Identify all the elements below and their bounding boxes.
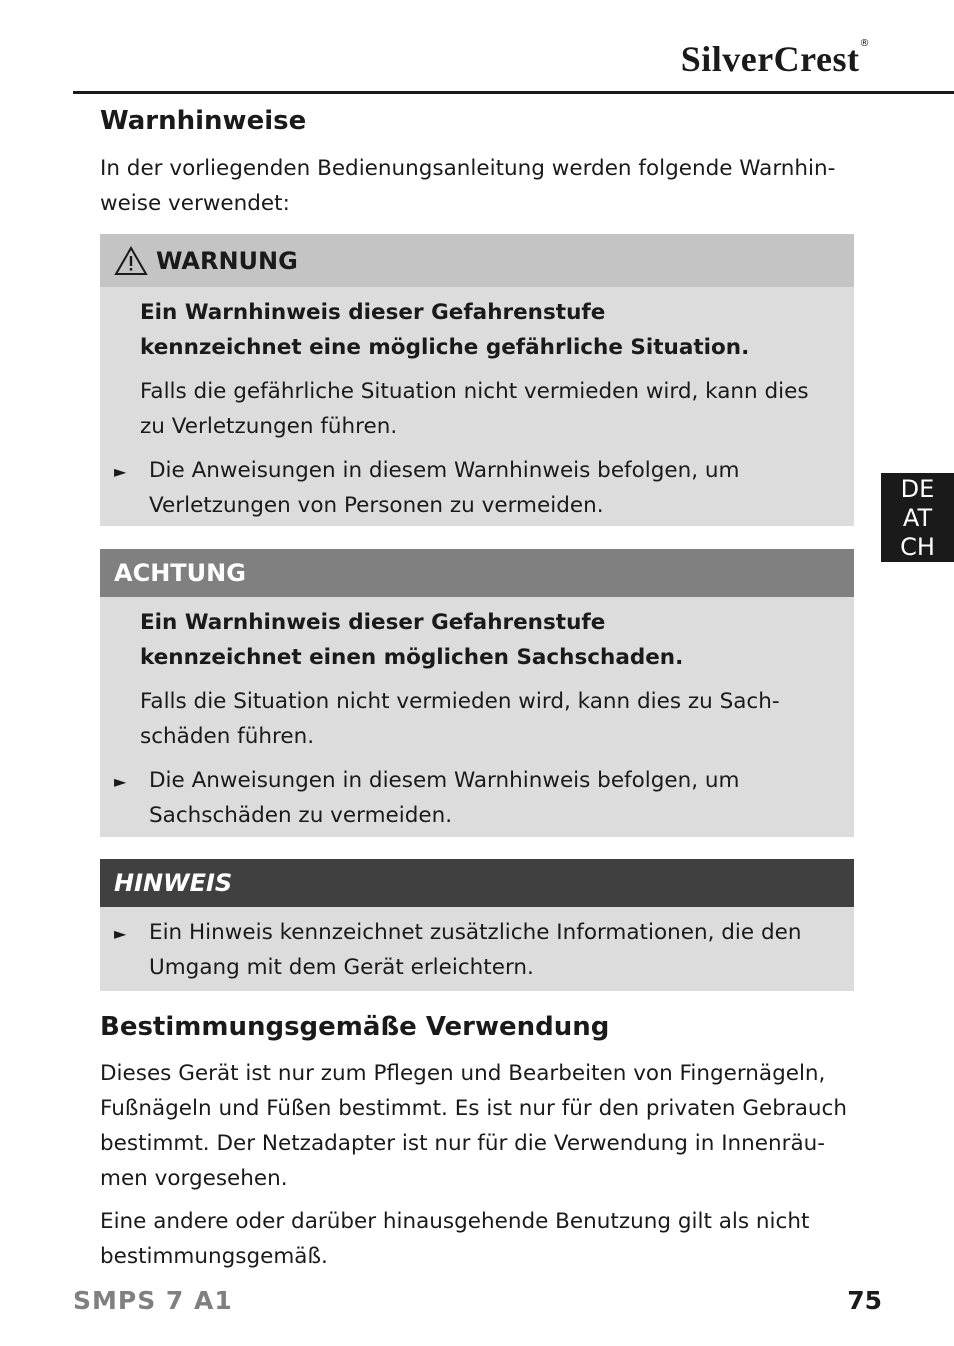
header-rule: [73, 91, 954, 94]
arrow-right-icon: ►: [114, 462, 127, 481]
verwendung-paragraph-1: Dieses Gerät ist nur zum Pflegen und Bearbeiten von Fingernägeln, Fußnägeln und Füßen bestimmt. Es ist nur für den privaten Gebrauch bestimmt. Der Netzadapter ist nur für die Verwendung in Innenräu- men vorgesehen.: [100, 1061, 848, 1191]
language-ch: CH: [900, 533, 935, 561]
page-number: 75: [847, 1286, 882, 1315]
arrow-right-icon: ►: [114, 924, 127, 943]
warnung-bold-text: Ein Warnhinweis dieser Gefahrenstufe kennzeichnet eine mögliche gefährliche Situation.: [140, 300, 750, 360]
achtung-box: [100, 549, 854, 837]
brand-logo: SilverCrest®: [680, 38, 870, 79]
warnung-box: [100, 234, 854, 526]
warnung-text: Falls die gefährliche Situation nicht vermieden wird, kann dies zu Verletzungen führen.: [140, 379, 809, 439]
hinweis-box: [100, 859, 854, 991]
section-title-bestimmungsgemaess: Bestimmungsgemäße Verwendung: [100, 1012, 610, 1042]
section-title-warnhinweise: Warnhinweise: [100, 106, 307, 136]
registered-mark: ®: [859, 38, 870, 49]
language-tab: [881, 473, 954, 562]
warning-triangle-icon: [114, 246, 148, 276]
hinweis-label: HINWEIS: [114, 869, 233, 897]
warnung-bullet-text: Die Anweisungen in diesem Warnhinweis befolgen, um Verletzungen von Personen zu vermeiden.: [149, 458, 740, 518]
warnung-header: [100, 234, 854, 287]
warnung-label: WARNUNG: [156, 246, 298, 275]
verwendung-paragraph-2: Eine andere oder darüber hinausgehende Benutzung gilt als nicht bestimmungsgemäß.: [100, 1209, 810, 1269]
language-de: DE: [900, 475, 935, 503]
language-at: AT: [902, 504, 933, 532]
achtung-header: [100, 549, 854, 597]
hinweis-header: [100, 859, 854, 907]
hinweis-bullet-text: Ein Hinweis kennzeichnet zusätzliche Informationen, die den Umgang mit dem Gerät erleichtern.: [149, 920, 802, 980]
warnhinweise-intro: In der vorliegenden Bedienungsanleitung werden folgende Warnhin- weise verwendet:: [100, 156, 836, 216]
achtung-bold-text: Ein Warnhinweis dieser Gefahrenstufe kennzeichnet einen möglichen Sachschaden.: [140, 610, 684, 670]
achtung-bullet-text: Die Anweisungen in diesem Warnhinweis befolgen, um Sachschäden zu vermeiden.: [149, 768, 740, 828]
achtung-label: ACHTUNG: [114, 559, 246, 587]
achtung-text: Falls die Situation nicht vermieden wird, kann dies zu Sach- schäden führen.: [140, 689, 780, 749]
footer-model: SMPS 7 A1: [73, 1286, 233, 1315]
arrow-right-icon: ►: [114, 772, 127, 791]
